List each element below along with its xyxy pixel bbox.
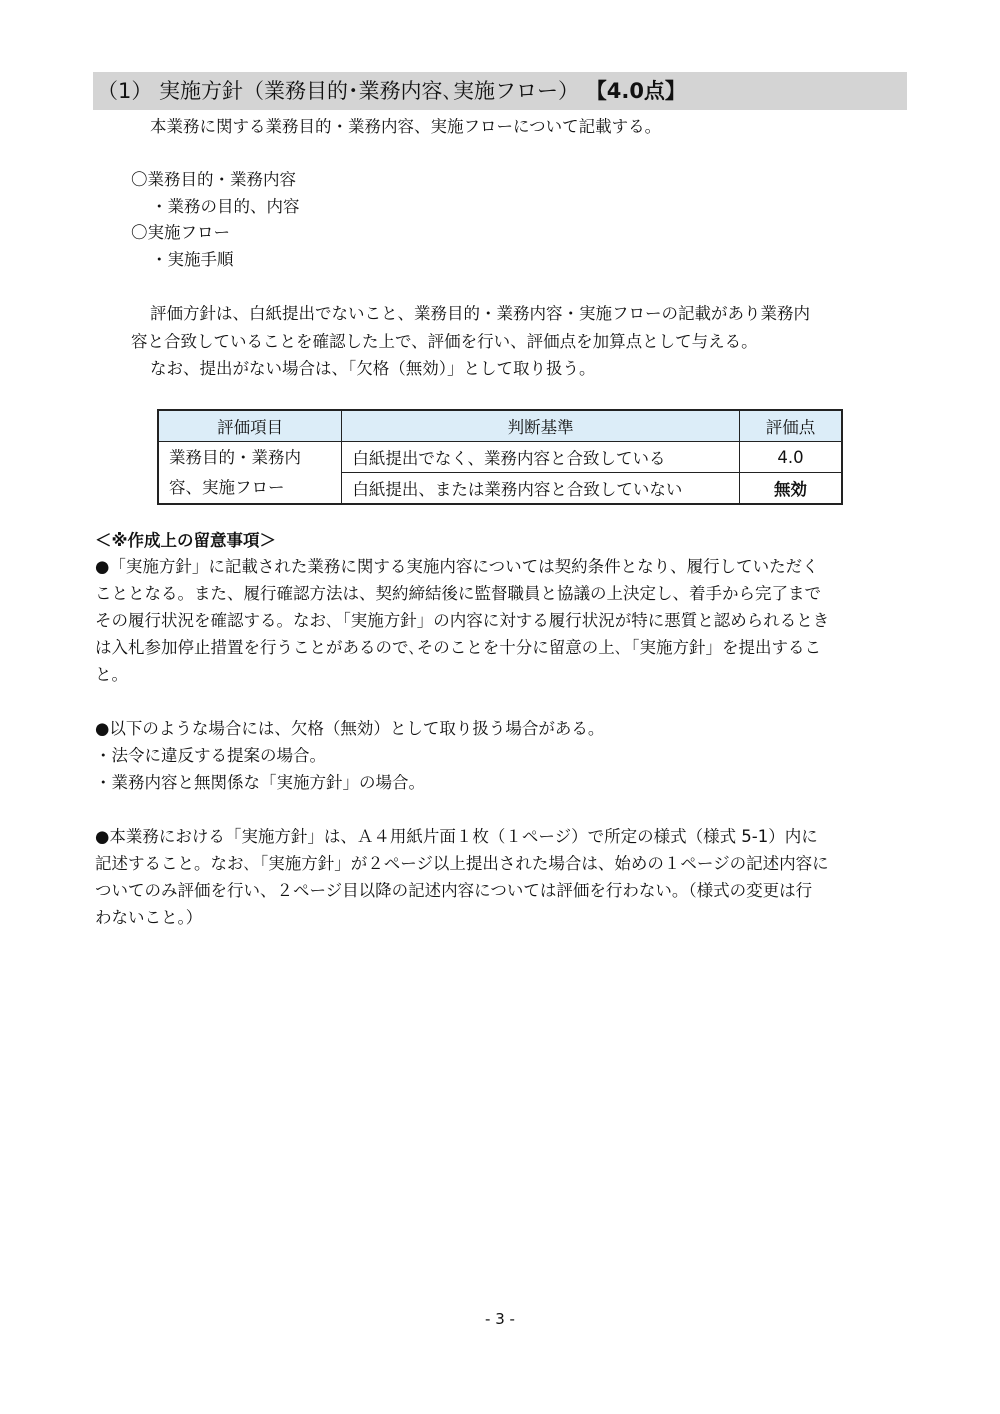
section-heading: [93, 72, 907, 110]
item-purpose-detail: ・業務の目的、内容: [151, 197, 300, 216]
table-row: [158, 442, 842, 473]
table-cell-criterion: 白紙提出でなく、業務内容と合致している: [342, 442, 740, 473]
note1-line: こととなる。また、履行確認方法は、契約締結後に監督職員と協議の上決定し、着手から完了まで: [95, 584, 821, 603]
item-flow-detail: ・実施手順: [151, 250, 234, 269]
note3-line: わないこと。）: [95, 908, 203, 927]
note3-line: ついてのみ評価を行い、２ページ目以降の記述内容については評価を行わない。（様式の変更は行: [95, 881, 813, 900]
item-purpose-heading: 〇業務目的・業務内容: [131, 170, 296, 189]
policy-line: なお、提出がない場合は、「欠格（無効）」として取り扱う。: [150, 359, 596, 378]
table-cell-item: 業務目的・業務内容、実施フロー: [158, 442, 342, 505]
note1-line: と。: [95, 665, 128, 684]
table-header-cell: 評価点: [739, 410, 842, 442]
table-cell-criterion: 白紙提出、または業務内容と合致していない: [342, 473, 740, 505]
note3-line: 記述すること。なお､「実施方針」が２ページ以上提出された場合は、始めの１ページの記述内容に: [95, 854, 829, 873]
section-heading-points: 【4.0点】: [585, 79, 686, 103]
note2-line: ●以下のような場合には、欠格（無効）として取り扱う場合がある。: [95, 719, 605, 738]
page-number: - 3 -: [485, 1310, 515, 1328]
note3-line: ●本業務における「実施方針」は、Ａ４用紙片面１枚（１ページ）で所定の様式（様式 5-1）内に: [95, 827, 818, 846]
intro-text: 本業務に関する業務目的・業務内容、実施フローについて記載する。: [150, 117, 662, 136]
notes-title: ＜※作成上の留意事項＞: [95, 531, 277, 550]
table-header-row: [158, 410, 842, 442]
policy-line: 容と合致していることを確認した上で、評価を行い、評価点を加算点として与える。: [131, 332, 758, 351]
evaluation-table: [157, 409, 843, 505]
table-cell-score: 4.0: [739, 442, 842, 473]
table-header-cell: 判断基準: [342, 410, 740, 442]
note2-line: ・法令に違反する提案の場合。: [95, 746, 326, 765]
section-heading-title: （1） 実施方針（業務目的･業務内容､実施フロー）: [97, 79, 580, 103]
table-cell-score: 無効: [739, 473, 842, 505]
note1-line: その履行状況を確認する。なお､「実施方針」の内容に対する履行状況が特に悪質と認められるとき: [95, 611, 830, 630]
item-flow-heading: 〇実施フロー: [131, 223, 230, 242]
policy-line: 評価方針は、白紙提出でないこと、業務目的・業務内容・実施フローの記載があり業務内: [150, 304, 810, 323]
note2-line: ・業務内容と無関係な「実施方針」の場合。: [95, 773, 425, 792]
note1-line: は入札参加停止措置を行うことがあるので､そのことを十分に留意の上､「実施方針」を提出するこ: [95, 638, 821, 657]
note1-line: ●「実施方針」に記載された業務に関する実施内容については契約条件となり、履行していただく: [95, 557, 819, 576]
table-header-cell: 評価項目: [158, 410, 342, 442]
